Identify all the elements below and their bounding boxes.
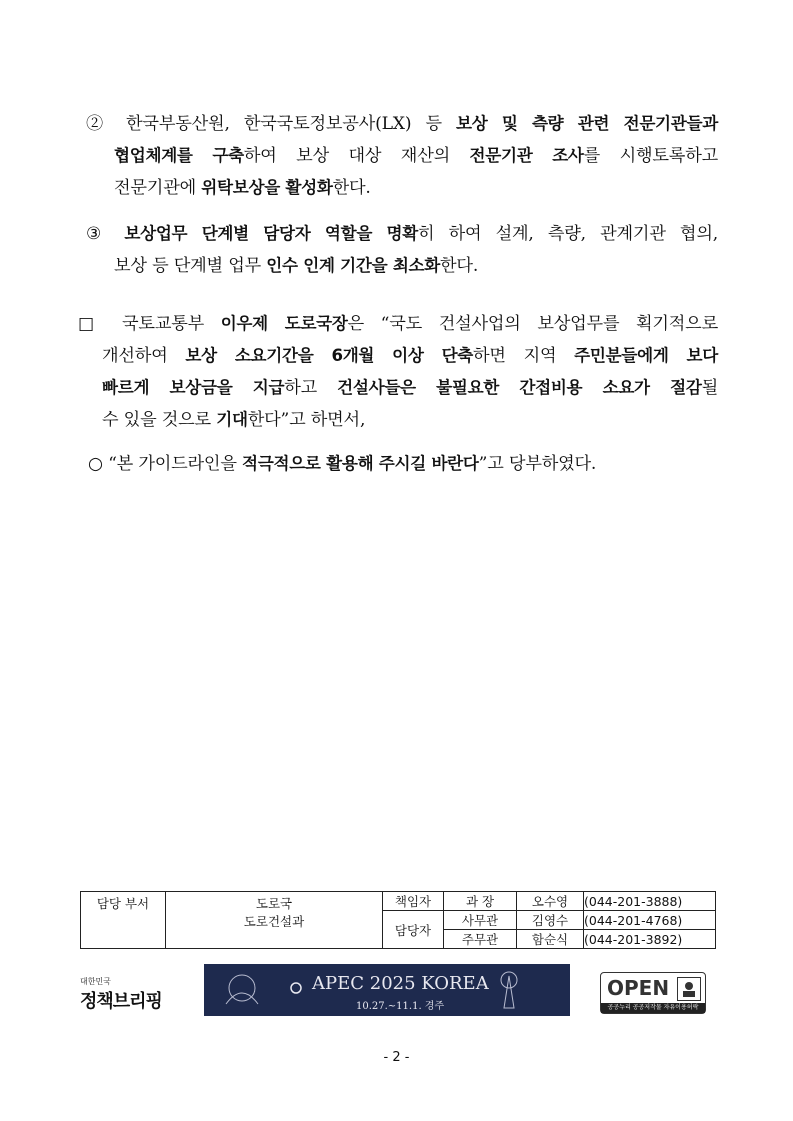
paragraph-3 bbox=[86, 218, 718, 282]
responsible-label: 책임자 bbox=[383, 892, 444, 911]
contact-table bbox=[80, 891, 716, 949]
contact-title: 사무관 bbox=[444, 911, 517, 930]
p2-line-1: ② 한국부동산원, 한국국토정보공사(LX) 등 보상 및 측량 관련 전문기관들과 bbox=[86, 114, 718, 134]
paragraph-director-quote bbox=[78, 308, 718, 436]
footer-logos bbox=[80, 962, 716, 1022]
division-name: 도로건설과 bbox=[243, 914, 305, 929]
p4-line-4: 수 있을 것으로 기대한다”고 하면서, bbox=[102, 410, 366, 430]
kogl-open-license-badge: OPEN 공공누리 공공저작물 자유이용허락 bbox=[600, 972, 706, 1014]
contact-phone: (044-201-4768) bbox=[584, 911, 716, 930]
apec-banner: APEC 2025 KOREA 10.27.~11.1. 경주 bbox=[204, 964, 570, 1016]
p3-line-2: 보상 등 단계별 업무 인수 인계 기간을 최소화한다. bbox=[114, 256, 479, 276]
p3-line-1: ③ 보상업무 단계별 담당자 역할을 명확히 하여 설계, 측량, 관계기관 협의, bbox=[86, 224, 718, 244]
p5-line-1: ○ “본 가이드라인을 적극적으로 활용해 주시길 바란다”고 당부하였다. bbox=[88, 454, 597, 474]
p4-line-3: 빠르게 보상금을 지급하고 건설사들은 불필요한 간접비용 소요가 절감될 bbox=[102, 378, 718, 398]
person-icon bbox=[677, 977, 701, 1001]
dept-cell bbox=[166, 892, 383, 949]
dept-name: 도로국 bbox=[255, 896, 293, 911]
staff-label: 담당자 bbox=[383, 911, 444, 949]
page-number: - 2 - bbox=[383, 1050, 410, 1065]
dept-label: 담당 부서 bbox=[81, 892, 166, 949]
policy-briefing-logo: 대한민국 정책브리핑 bbox=[80, 977, 162, 1012]
contact-name: 함순식 bbox=[517, 930, 584, 949]
p4-line-2: 개선하여 보상 소요기간을 6개월 이상 단축하면 지역 주민분들에게 보다 bbox=[102, 346, 718, 366]
contact-phone: (044-201-3888) bbox=[584, 892, 716, 911]
contact-name: 김영수 bbox=[517, 911, 584, 930]
paragraph-closing bbox=[88, 448, 718, 480]
contact-name: 오수영 bbox=[517, 892, 584, 911]
contact-title: 과 장 bbox=[444, 892, 517, 911]
p2-line-2: 협업체계를 구축하여 보상 대상 재산의 전문기관 조사를 시행토록하고 bbox=[114, 146, 718, 166]
p4-line-1: □ 국토교통부 이우제 도로국장은 “국도 건설사업의 보상업무를 획기적으로 bbox=[78, 314, 718, 334]
p2-line-3: 전문기관에 위탁보상을 활성화한다. bbox=[114, 178, 371, 198]
contact-phone: (044-201-3892) bbox=[584, 930, 716, 949]
contact-title: 주무관 bbox=[444, 930, 517, 949]
paragraph-2 bbox=[86, 108, 718, 204]
